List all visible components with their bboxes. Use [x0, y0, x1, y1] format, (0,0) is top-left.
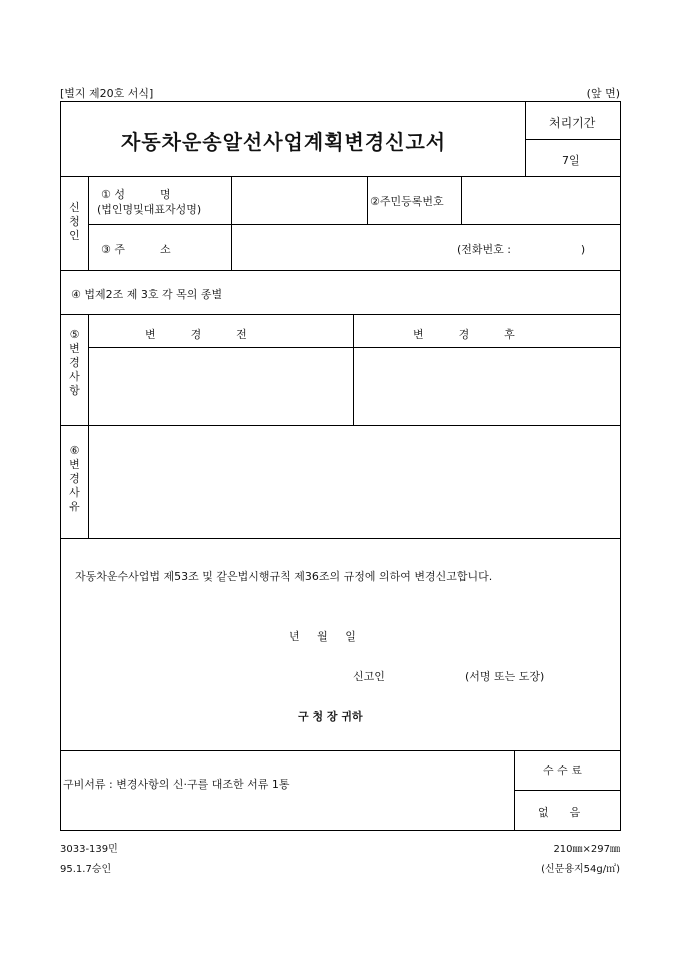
divider [353, 314, 354, 425]
divider [525, 102, 526, 176]
name-label-detail: (법인명및대표자성명) [97, 203, 202, 216]
divider [88, 176, 89, 270]
processing-period-label: 처리기간 [549, 116, 596, 130]
addressee: 구 청 장 귀하 [298, 710, 363, 723]
divider [61, 270, 621, 271]
fee-value: 없 음 [538, 806, 581, 819]
divider [88, 347, 621, 348]
divider [461, 176, 462, 224]
divider [61, 425, 621, 426]
divider [514, 790, 621, 791]
paper-type: (신문용지54g/㎡) [541, 864, 620, 875]
declaration-statement: 자동차운수사업법 제53조 및 같은법시행규칙 제36조의 규정에 의하여 변경신고합니다. [75, 570, 493, 583]
approval-date: 95.1.7승인 [60, 864, 112, 875]
paper-size: 210㎜×297㎜ [553, 844, 620, 855]
business-type-label: ④ 법제2조 제 3호 각 목의 종별 [71, 288, 223, 301]
after-change-header: 변 경 후 [413, 328, 515, 341]
divider [88, 224, 621, 225]
changes-section-label: ⑤ 변 경 사 항 [69, 328, 80, 397]
application-form [60, 101, 621, 831]
form-reference: [별지 제20호 서식] [60, 87, 154, 100]
phone-label: (전화번호 : ) [457, 243, 586, 256]
divider [61, 538, 621, 539]
registration-number-label: ②주민등록번호 [370, 195, 444, 208]
before-change-header: 변 경 전 [145, 328, 247, 341]
form-number: 3033-139민 [60, 844, 118, 855]
divider [61, 314, 621, 315]
divider [61, 750, 621, 751]
divider [61, 176, 621, 177]
divider [88, 314, 89, 538]
fee-label: 수 수 료 [543, 764, 582, 777]
signature-note: (서명 또는 도장) [465, 670, 545, 683]
divider [367, 176, 368, 224]
declaration-date: 년 월 일 [289, 630, 356, 643]
name-label: ① 성 명 [101, 188, 171, 201]
divider [525, 139, 621, 140]
divider [514, 750, 515, 831]
address-label: ③ 주 소 [101, 243, 171, 256]
divider [231, 176, 232, 270]
page-side-label: (앞 면) [586, 87, 620, 100]
form-title: 자동차운송알선사업계획변경신고서 [121, 130, 447, 154]
declarant-label: 신고인 [353, 670, 385, 683]
applicant-section-label: 신 청 인 [69, 201, 80, 242]
processing-period-value: 7일 [562, 154, 580, 167]
required-documents: 구비서류 : 변경사항의 신·구를 대조한 서류 1통 [63, 778, 290, 791]
reason-section-label: ⑥ 변 경 사 유 [69, 444, 80, 513]
